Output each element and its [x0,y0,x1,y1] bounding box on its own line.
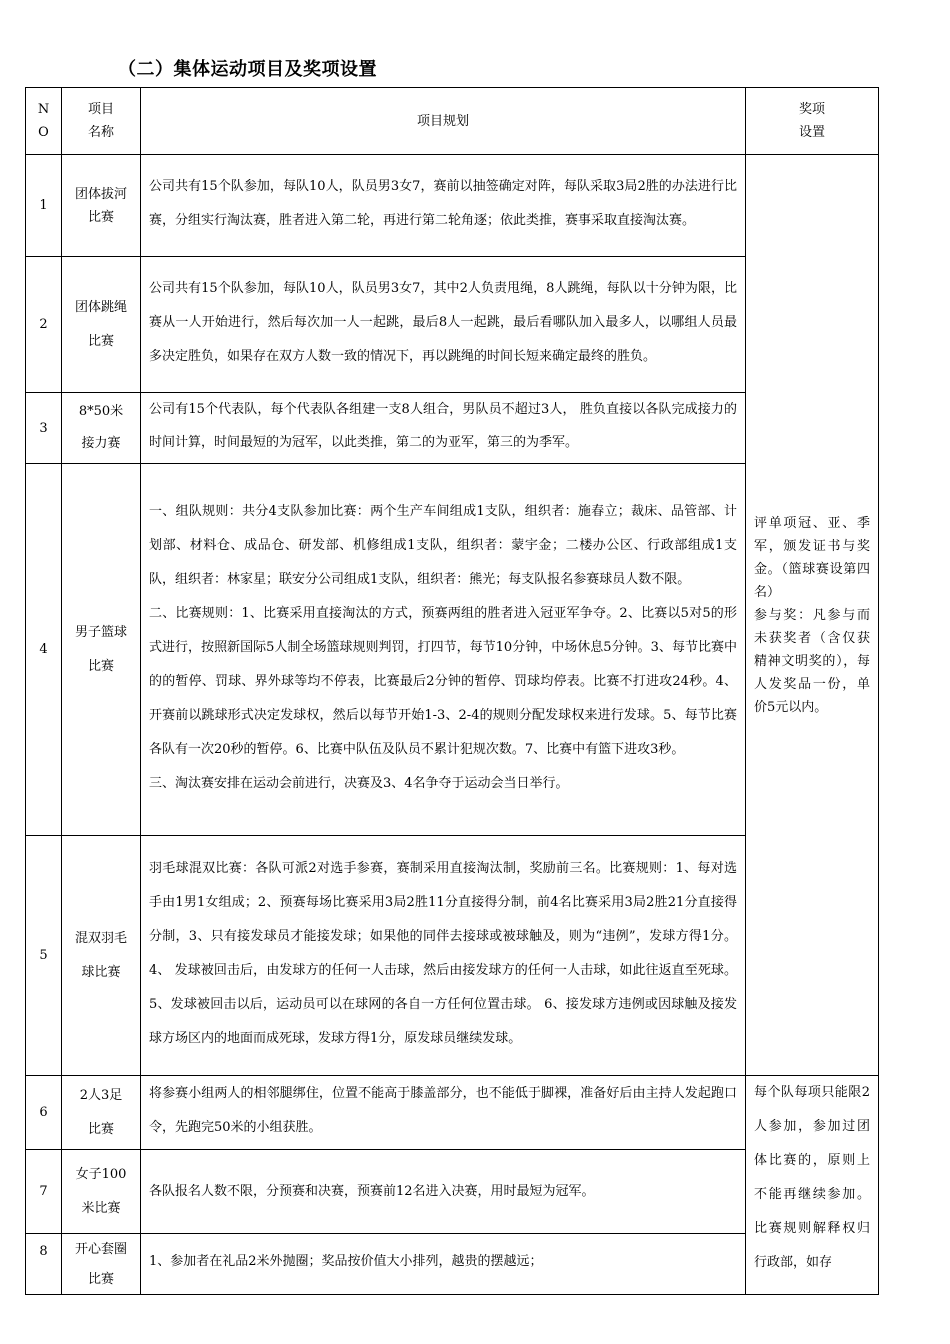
row-no: 7 [26,1150,62,1234]
award-text-2: 参与奖：凡参与而未获奖者（含仅获精神文明奖的），每人发奖品一份，单价5元以内。 [754,607,870,715]
row-name [62,836,141,1076]
row-no: 1 [26,155,62,257]
plan-paragraph-1: 一、组队规则：共分4支队参加比赛：两个生产车间组成1支队，组织者：施春立；裁床、品管部、计划部、材料仓、成品仓、研发部、机修组成1支队，组织者：蒙宇金；二楼办公区、行政部组成1支队，组织者：林家星；联安分公司组成1支队，组织者：熊光；每支队报名参赛球员人数不限。 [149,503,737,587]
header-award [746,88,879,155]
row-name [62,1150,141,1234]
header-no-line-1: N [37,102,50,117]
header-no-line-2: O [38,125,49,140]
page-title: （二）集体运动项目及奖项设置 [118,59,377,80]
row-name [62,155,141,257]
row-name [62,393,141,464]
row-plan: 公司共有15个队参加，每队10人，队员男3女7，其中2人负责甩绳，8人跳绳，每队以十分钟为限，比赛从一人开始进行，然后每次加一人一起跳，最后8人一起跳，最后看哪队加入最多人，以哪组人员最多决定胜负，如果存在双方人数一致的情况下，再以跳绳的时间长短来确定最终的胜负。 [141,257,746,393]
header-award-line-1: 奖项 [798,102,825,117]
row-plan: 将参赛小组两人的相邻腿绑住，位置不能高于膝盖部分，也不能低于脚裸，准备好后由主持人发起跑口令，先跑完50米的小组获胜。 [141,1076,746,1150]
row-plan: 公司共有15个队参加，每队10人，队员男3女7，赛前以抽签确定对阵，每队采取3局2胜的办法进行比赛，分组实行淘汰赛，胜者进入第二轮，再进行第二轮角逐；依此类推，赛事采取直接淘汰赛。 [141,155,746,257]
row-name-line-1: 混双羽毛 [74,930,127,946]
row-no: 8 [26,1234,62,1295]
events-table [25,87,879,1295]
row-name-line-1: 开心套圈 [74,1242,127,1257]
row-name-line-2: 比赛 [87,658,114,674]
row-no: 3 [26,393,62,464]
row-no: 5 [26,836,62,1076]
row-no: 6 [26,1076,62,1150]
row-plan [141,464,746,836]
plan-paragraph-2: 二、比赛规则：1、比赛采用直接淘汰的方式，预赛两组的胜者进入冠亚军争夺。2、比赛以5对5的形式进行，按照新国际5人制全场篮球规则判罚，打四节，每节10分钟，中场休息5分钟。3、每节比赛中的的暂停、罚球、界外球等均不停表，比赛最后2分钟的暂停、罚球均停表。比赛不打进攻24秒。4、开赛前以跳球形式决定发球权，然后以每节开始1-3、2-4的规则分配发球权来进行发球。5、每节比赛各队有一次20秒的暂停。6、比赛中队伍及队员不累计犯规次数。7、比赛中有篮下进攻3秒。 [149,605,737,757]
table-row [26,1076,879,1150]
row-plan: 各队报名人数不限，分预赛和决赛，预赛前12名进入决赛，用时最短为冠军。 [141,1150,746,1234]
header-name-line-1: 项目 [87,102,114,117]
row-name [62,464,141,836]
award-group-2: 每个队每项只能限2人参加，参加过团体比赛的，原则上不能再继续参加。比赛规则解释权归行政部，如存 [746,1076,879,1295]
row-name-line-2: 比赛 [87,209,114,225]
award-text-1: 评单项冠、亚、季军，颁发证书与奖金。（篮球赛设第四名） [754,515,870,600]
plan-paragraph-3: 三、淘汰赛安排在运动会前进行，决赛及3、4名争夺于运动会当日举行。 [149,775,569,791]
row-name-line-2: 米比赛 [81,1200,121,1216]
row-name-line-2: 球比赛 [81,964,121,980]
row-plan: 1、参加者在礼品2米外抛圈；奖品按价值大小排列，越贵的摆越远； [141,1234,746,1295]
row-name-line-1: 女子100 [75,1166,127,1182]
row-name [62,257,141,393]
row-plan: 公司有15个代表队，每个代表队各组建一支8人组合，男队员不超过3人， 胜负直接以各队完成接力的时间计算，时间最短的为冠军，以此类推，第二的为亚军，第三的为季军。 [141,393,746,464]
row-name-line-1: 男子篮球 [74,624,127,640]
row-name [62,1076,141,1150]
row-name-line-2: 比赛 [87,333,114,349]
header-no [26,88,62,155]
row-name [62,1234,141,1295]
award-group-1 [746,155,879,1076]
row-no: 2 [26,257,62,393]
table-row [26,155,879,257]
row-name-line-1: 2人3足 [79,1087,123,1103]
row-plan: 羽毛球混双比赛：各队可派2对选手参赛，赛制采用直接淘汰制，奖励前三名。比赛规则：1、每对选手由1男1女组成；2、预赛每场比赛采用3局2胜11分直接得分制，前4名比赛采用3局2胜21分直接得分制，3、只有接发球员才能接发球；如果他的同伴去接球或被球触及，则为“违例”，发球方得1分。4、 发球被回击后，由发球方的任何一人击球，然后由接发球方的任何一人击球，如此往返直至死球。 5、发球被回击以后，运动员可以在球网的各自一方任何位置击球。 6、接发球方违例或因球触及接发球方场区内的地面而成死球，发球方得1分，原发球员继续发球。 [141,836,746,1076]
header-name-line-2: 名称 [87,125,114,140]
table-header-row [26,88,879,155]
row-no: 4 [26,464,62,836]
row-name-line-2: 比赛 [87,1272,114,1287]
header-plan: 项目规划 [141,88,746,155]
row-name-line-2: 比赛 [87,1121,114,1137]
header-award-line-2: 设置 [798,125,825,140]
row-name-line-1: 8*50米 [78,404,124,419]
row-name-line-2: 接力赛 [81,436,121,451]
row-name-line-1: 团体跳绳 [74,299,127,315]
header-name [62,88,141,155]
row-name-line-1: 团体拔河 [74,186,127,202]
